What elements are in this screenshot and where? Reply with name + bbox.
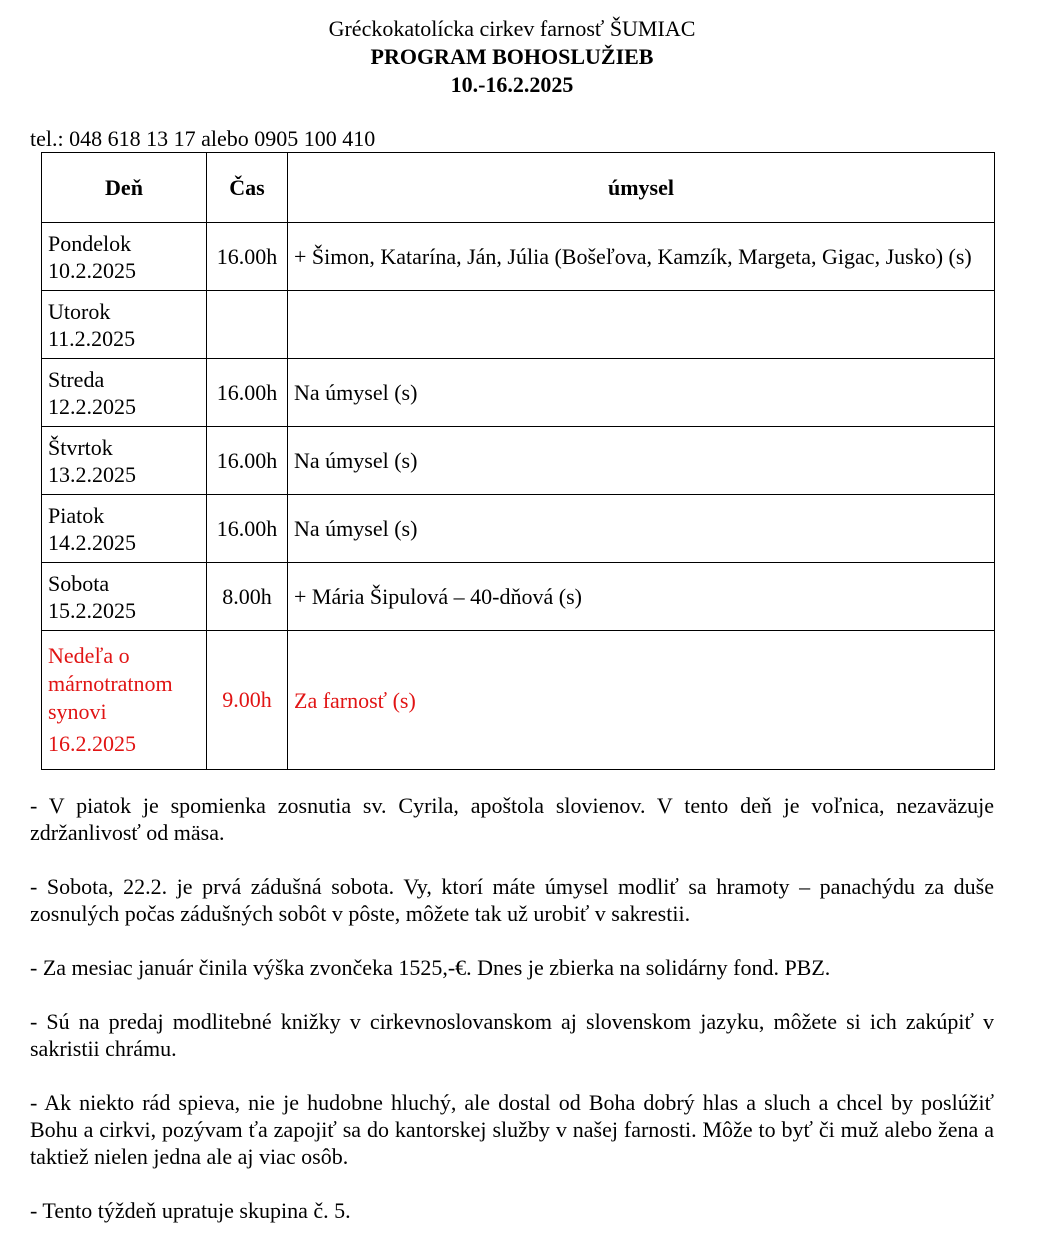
day-date: 10.2.2025	[48, 257, 136, 283]
intention-cell: + Šimon, Katarína, Ján, Júlia (Bošeľova, Kamzík, Margeta, Gigac, Jusko) (s)	[288, 223, 995, 291]
day-cell	[42, 563, 207, 631]
table-row	[42, 495, 995, 563]
announcements	[30, 792, 994, 1224]
day-date: 15.2.2025	[48, 597, 136, 623]
announcement-item: - Sobota, 22.2. je prvá zádušná sobota. Vy, ktorí máte úmysel modliť sa hramoty – panachýdu za duše zosnulých počas zádušných sobôt v pôste, môžete tak už urobiť v sakrestii.	[30, 874, 994, 926]
intention-cell: + Mária Šipulová – 40-dňová (s)	[288, 563, 995, 631]
announcement-item: - Tento týždeň upratuje skupina č. 5.	[30, 1198, 351, 1223]
announcement-item: - Za mesiac január činila výška zvončeka 1525,-€. Dnes je zbierka na solidárny fond. PBZ.	[30, 955, 831, 980]
day-name: Štvrtok	[48, 434, 113, 460]
table-row	[42, 291, 995, 359]
time-cell: 16.00h	[207, 223, 288, 291]
time-cell	[207, 291, 288, 359]
header-intention: úmysel	[288, 153, 995, 223]
table-row	[42, 427, 995, 495]
time-cell: 8.00h	[207, 563, 288, 631]
day-cell	[42, 495, 207, 563]
header-day: Deň	[42, 153, 207, 223]
day-name: Nedeľa o márnotratnom synovi	[48, 643, 173, 724]
announcement-item: - Sú na predaj modlitebné knižky v cirkevnoslovanskom aj slovenskom jazyku, môžete si ich zakúpiť v sakristii chrámu.	[30, 1009, 994, 1061]
day-date: 16.2.2025	[48, 731, 136, 756]
table-row	[42, 223, 995, 291]
church-name: Gréckokatolícka cirkev farnosť ŠUMIAC	[328, 16, 696, 41]
table-row	[42, 563, 995, 631]
day-cell	[42, 631, 207, 770]
day-name: Streda	[48, 366, 105, 392]
table-header-row	[42, 153, 995, 223]
intention-cell: Za farnosť (s)	[288, 631, 995, 770]
date-range: 10.-16.2.2025	[450, 72, 574, 97]
day-cell	[42, 359, 207, 427]
time-cell: 16.00h	[207, 359, 288, 427]
day-name: Pondelok	[48, 230, 132, 256]
day-date: 13.2.2025	[48, 461, 136, 487]
day-name: Utorok	[48, 298, 111, 324]
day-date: 12.2.2025	[48, 393, 136, 419]
table-row-sunday	[42, 631, 995, 770]
schedule-table	[41, 152, 995, 770]
intention-cell	[288, 291, 995, 359]
page-title: PROGRAM BOHOSLUŽIEB	[370, 44, 654, 69]
day-cell	[42, 223, 207, 291]
day-cell	[42, 291, 207, 359]
time-cell: 16.00h	[207, 427, 288, 495]
header-time: Čas	[207, 153, 288, 223]
announcement-item: - V piatok je spomienka zosnutia sv. Cyrila, apoštola slovienov. V tento deň je voľnica, nezaväzuje zdržanlivosť od mäsa.	[30, 793, 994, 845]
day-cell	[42, 427, 207, 495]
day-name: Piatok	[48, 502, 105, 528]
intention-cell: Na úmysel (s)	[288, 495, 995, 563]
day-date: 11.2.2025	[48, 325, 136, 351]
day-date: 14.2.2025	[48, 529, 136, 555]
table-row	[42, 359, 995, 427]
intention-cell: Na úmysel (s)	[288, 359, 995, 427]
announcement-item: - Ak niekto rád spieva, nie je hudobne hluchý, ale dostal od Boha dobrý hlas a sluch a chcel by poslúžiť Bohu a cirkvi, pozývam ťa zapojiť sa do kantorskej služby v našej farnosti. Môže to byť či muž alebo žena a taktiež nielen jedna ale aj viac osôb.	[30, 1090, 994, 1169]
time-cell: 16.00h	[207, 495, 288, 563]
day-name: Sobota	[48, 570, 110, 596]
time-cell: 9.00h	[207, 631, 288, 770]
phone-line: tel.: 048 618 13 17 alebo 0905 100 410	[30, 126, 376, 151]
intention-cell: Na úmysel (s)	[288, 427, 995, 495]
